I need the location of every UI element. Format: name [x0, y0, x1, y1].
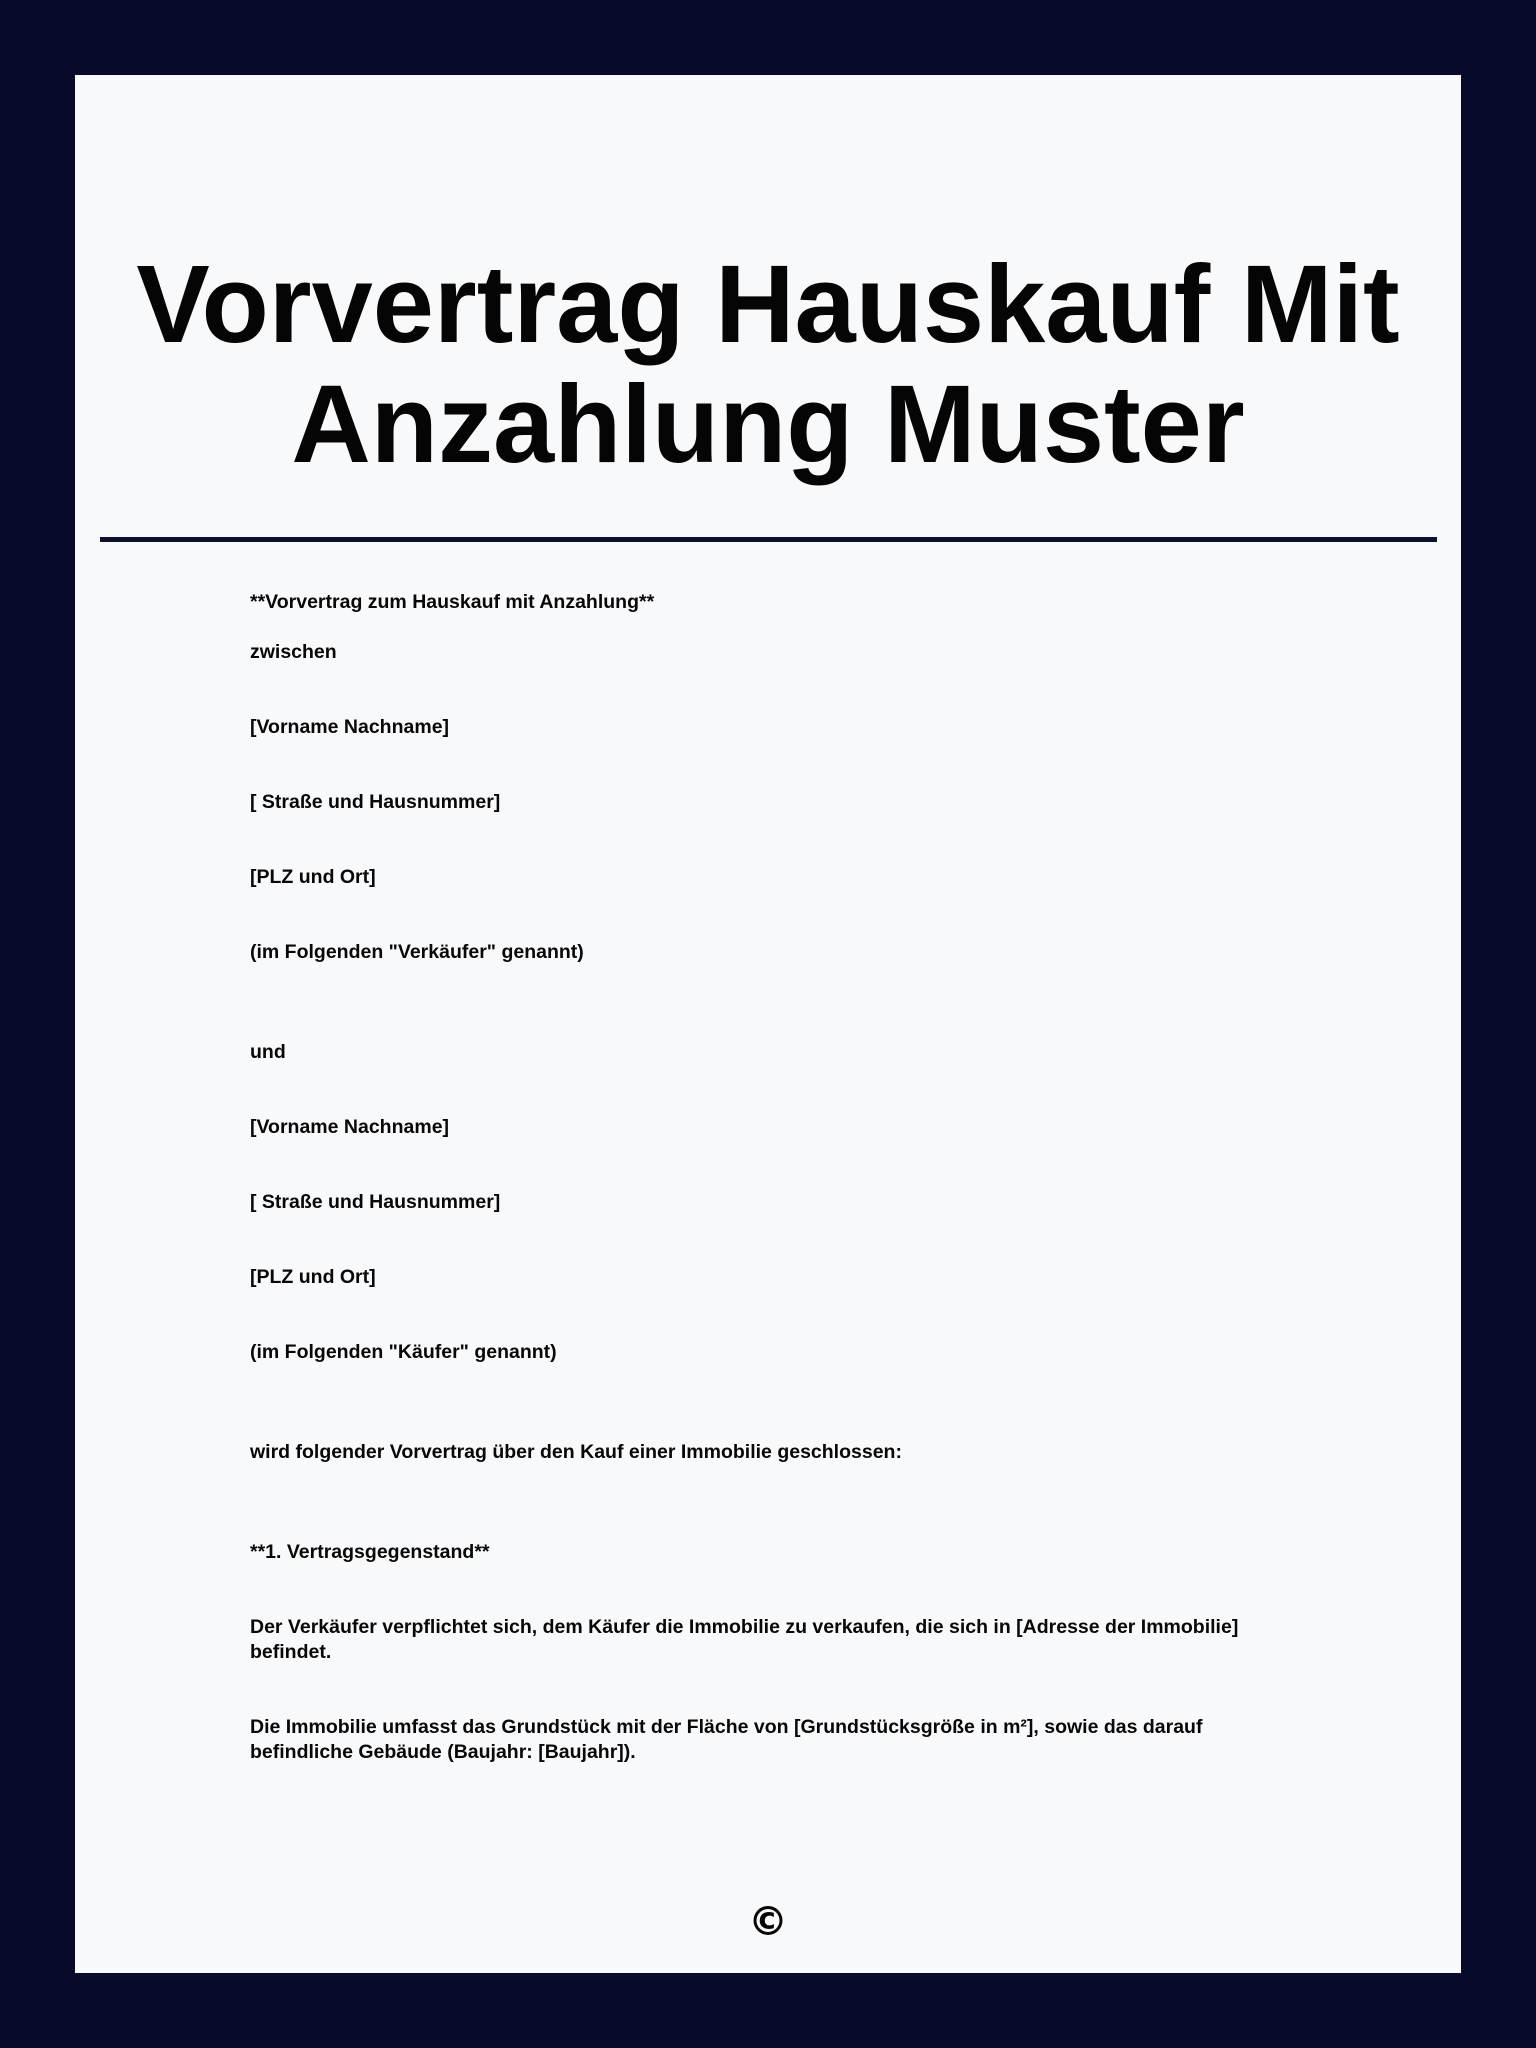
document-page — [75, 75, 1461, 1973]
title-divider — [100, 537, 1437, 542]
seller-name: [Vorname Nachname] — [250, 716, 450, 738]
copyright-symbol: © — [748, 1899, 788, 1945]
document-title: Vorvertrag Hauskauf Mit Anzahlung Muster — [136, 243, 1400, 486]
text-line: und — [250, 1041, 286, 1063]
paragraph: Der Verkäufer verpflichtet sich, dem Käufer die Immobilie zu verkaufen, die sich in [Adresse der Immobilie] befindet. — [250, 1616, 1239, 1663]
seller-street: [ Straße und Hausnummer] — [250, 791, 501, 813]
buyer-street: [ Straße und Hausnummer] — [250, 1191, 501, 1213]
buyer-name: [Vorname Nachname] — [250, 1116, 450, 1138]
contract-heading: **Vorvertrag zum Hauskauf mit Anzahlung** — [250, 591, 655, 613]
seller-designation: (im Folgenden "Verkäufer" genannt) — [250, 941, 584, 963]
buyer-city: [PLZ und Ort] — [250, 1266, 376, 1288]
text-line: wird folgender Vorvertrag über den Kauf einer Immobilie geschlossen: — [250, 1441, 902, 1463]
buyer-designation: (im Folgenden "Käufer" genannt) — [250, 1341, 557, 1363]
seller-city: [PLZ und Ort] — [250, 866, 376, 888]
text-line: zwischen — [250, 641, 337, 663]
paragraph: Die Immobilie umfasst das Grundstück mit der Fläche von [Grundstücksgröße in m²], sowie das darauf befindliche Gebäude (Baujahr: [Baujahr]). — [250, 1716, 1203, 1763]
section-heading: **1. Vertragsgegenstand** — [250, 1541, 490, 1563]
